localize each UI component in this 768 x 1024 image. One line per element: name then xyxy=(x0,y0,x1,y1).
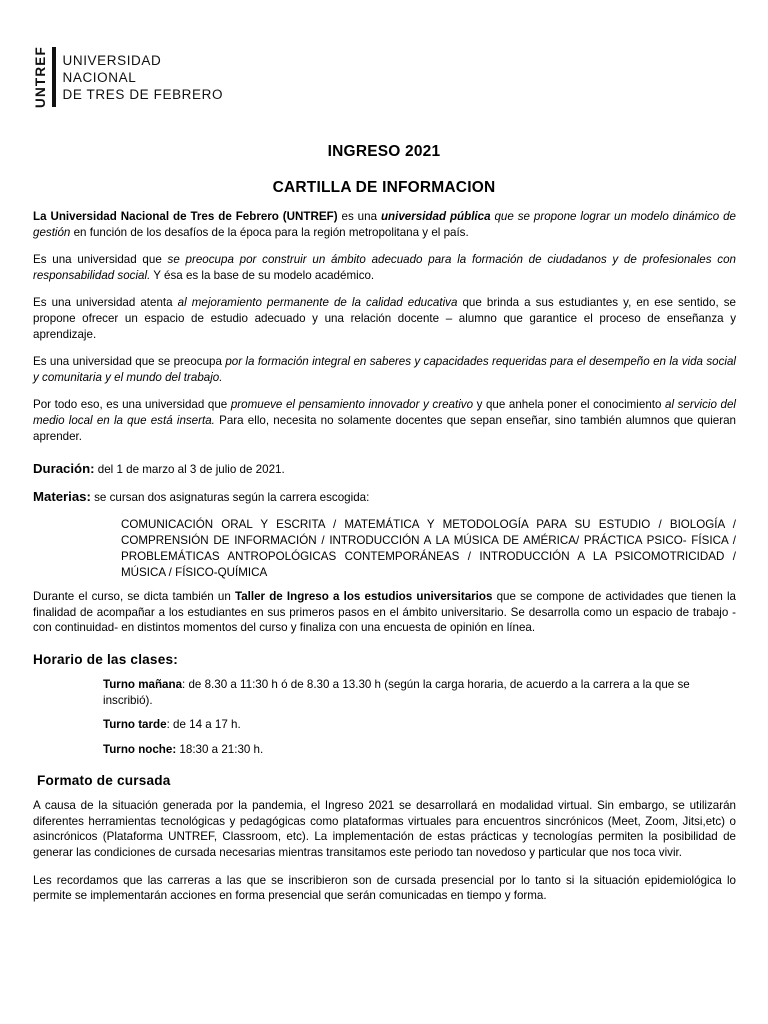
shift-afternoon xyxy=(33,717,736,733)
duracion-value: del 1 de marzo al 3 de julio de 2021. xyxy=(94,463,285,477)
materias-value: se cursan dos asignaturas según la carrera escogida: xyxy=(90,491,370,505)
shift-afternoon-text: : de 14 a 17 h. xyxy=(166,718,241,732)
paragraph-calidad-plain1: Es una universidad atenta xyxy=(33,296,178,310)
heading-horario: Horario de las clases: xyxy=(33,651,178,667)
logo-line-2: NACIONAL xyxy=(62,69,137,85)
materias-list: COMUNICACIÓN ORAL Y ESCRITA / MATEMÁTICA Y METODOLOGÍA PARA SU ESTUDIO / BIOLOGÍA / COMPRENSIÓN DE INFORMACIÓN / INTRODUCCIÓN A LA MÚSICA DE AMÉRICA/ PRÁCTICA PSICO- FÍSICA / PROBLEMÁTICAS ANTROPOLÓGICAS CONTEMPORÁNEAS / INTRODUCCIÓN A LA PSICOMOTRICIDAD / MÚSICA / FÍSICO-QUÍMICA xyxy=(121,518,736,580)
paragraph-taller-plain1: Durante el curso, se dicta también un xyxy=(33,590,235,604)
paragraph-calidad-plain2: que brinda a sus estudiantes y, en ese sentido, se propone ofrecer un espacio de estudio adecuado y una relación docente – alumno que garantice el proceso de enseñanza y aprendizaje. xyxy=(33,296,736,341)
materias-label: Materias: xyxy=(33,489,91,505)
page-title: INGRESO 2021 xyxy=(327,143,441,160)
paragraph-innovacion-plain2: y que anhela poner el conocimiento xyxy=(473,398,666,412)
paragraph-intro-bold: La Universidad Nacional de Tres de Febrero (UNTREF) xyxy=(33,210,338,223)
paragraph-formato-1: A causa de la situación generada por la pandemia, el Ingreso 2021 se desarrollará en modalidad virtual. Sin embargo, se utilizarán diferentes herramientas tecnológicas y pedagógicas como plataformas virtuales para encuentros sincrónicos (Meet, Zoom, Jitsi,etc) o asincrónicos (Plataforma UNTREF, Classroom, etc). La implementación de estas prácticas y tecnologías permiten la posibilidad de generar las condiciones de cursada necesarias mientras transitamos este periodo tan novedoso y particular que nos toca vivir. xyxy=(33,799,736,860)
shift-morning xyxy=(33,677,736,708)
paragraph-innovacion-italic1: promueve el pensamiento innovador y creativo xyxy=(230,398,474,412)
logo-line-1: UNIVERSIDAD xyxy=(62,52,162,68)
paragraph-formato-2: Les recordamos que las carreras a las que se inscribieron son de cursada presencial por lo tanto si la situación epidemiológica lo permite se implementarán acciones en forma presencial que serán comunicadas en tiempo y forma. xyxy=(33,873,736,903)
paragraph-ambito-plain2: Y ésa es la base de su modelo académico. xyxy=(150,268,375,282)
shift-night-text: 18:30 a 21:30 h. xyxy=(176,742,264,756)
paragraph-calidad xyxy=(33,295,736,342)
paragraph-innovacion-italic2: al servicio del medio local en la que está inserta. xyxy=(33,398,736,427)
paragraph-intro-italic: que se propone lograr un modelo dinámico de gestión xyxy=(33,210,736,239)
shift-morning-label: Turno mañana xyxy=(103,677,183,691)
materias-row xyxy=(33,489,736,506)
paragraph-ambito-italic: se preocupa por construir un ámbito adecuado para la formación de ciudadanos y de profesionales con responsabilidad social. xyxy=(33,253,736,282)
paragraph-calidad-italic: al mejoramiento permanente de la calidad educativa xyxy=(177,296,458,310)
paragraph-taller xyxy=(33,589,736,636)
paragraph-innovacion-plain1: Por todo eso, es una universidad que xyxy=(33,398,231,412)
paragraph-innovacion-plain3: Para ello, necesita no solamente docentes que sepan enseñar, sino también alumnos que quieran aprender. xyxy=(33,413,736,443)
shift-night xyxy=(33,742,736,758)
paragraph-formacion-italic: por la formación integral en saberes y capacidades requeridas para el desempeño en la vida social y comunitaria y el mundo del trabajo. xyxy=(33,355,736,384)
paragraph-ambito-plain1: Es una universidad que xyxy=(33,253,168,267)
paragraph-formacion-plain: Es una universidad que se preocupa xyxy=(33,355,226,369)
paragraph-intro-plain1: es una xyxy=(337,210,381,223)
untref-logo xyxy=(33,47,223,107)
logo-vertical-text: UNTREF xyxy=(33,46,48,108)
shift-afternoon-label: Turno tarde xyxy=(103,718,167,732)
paragraph-ambito xyxy=(33,252,736,283)
duracion-label: Duración: xyxy=(33,461,95,477)
logo-divider-bar xyxy=(52,47,56,107)
paragraph-taller-plain2: que se compone de actividades que tienen la finalidad de acompañar a los estudiantes en sus primeros pasos en el ámbito universitario. Se desarrolla como un espacio de trabajo -con continuidad- en distintos momentos del curso y finaliza con una encuesta de opinión en línea. xyxy=(33,590,736,635)
paragraph-intro-emphasis: universidad pública xyxy=(380,210,491,223)
document-body xyxy=(33,209,736,916)
logo-name-lines xyxy=(63,47,224,107)
paragraph-taller-bold: Taller de Ingreso a los estudios universitarios xyxy=(234,590,493,604)
shift-morning-text: : de 8.30 a 11:30 h ó de 8.30 a 13.30 h (según la carga horaria, de acuerdo a la carrera a la que se inscribió). xyxy=(103,677,690,707)
paragraph-intro-plain2: en función de los desafíos de la época para la región metropolitana y el país. xyxy=(70,225,469,239)
logo-line-3: DE TRES DE FEBRERO xyxy=(62,86,224,102)
heading-formato: Formato de cursada xyxy=(37,773,171,789)
paragraph-innovacion xyxy=(33,397,736,444)
duracion-row xyxy=(33,461,736,478)
paragraph-intro xyxy=(33,209,736,240)
paragraph-formacion xyxy=(33,354,736,385)
shift-night-label: Turno noche: xyxy=(103,742,177,756)
page-subtitle: CARTILLA DE INFORMACION xyxy=(272,179,496,196)
